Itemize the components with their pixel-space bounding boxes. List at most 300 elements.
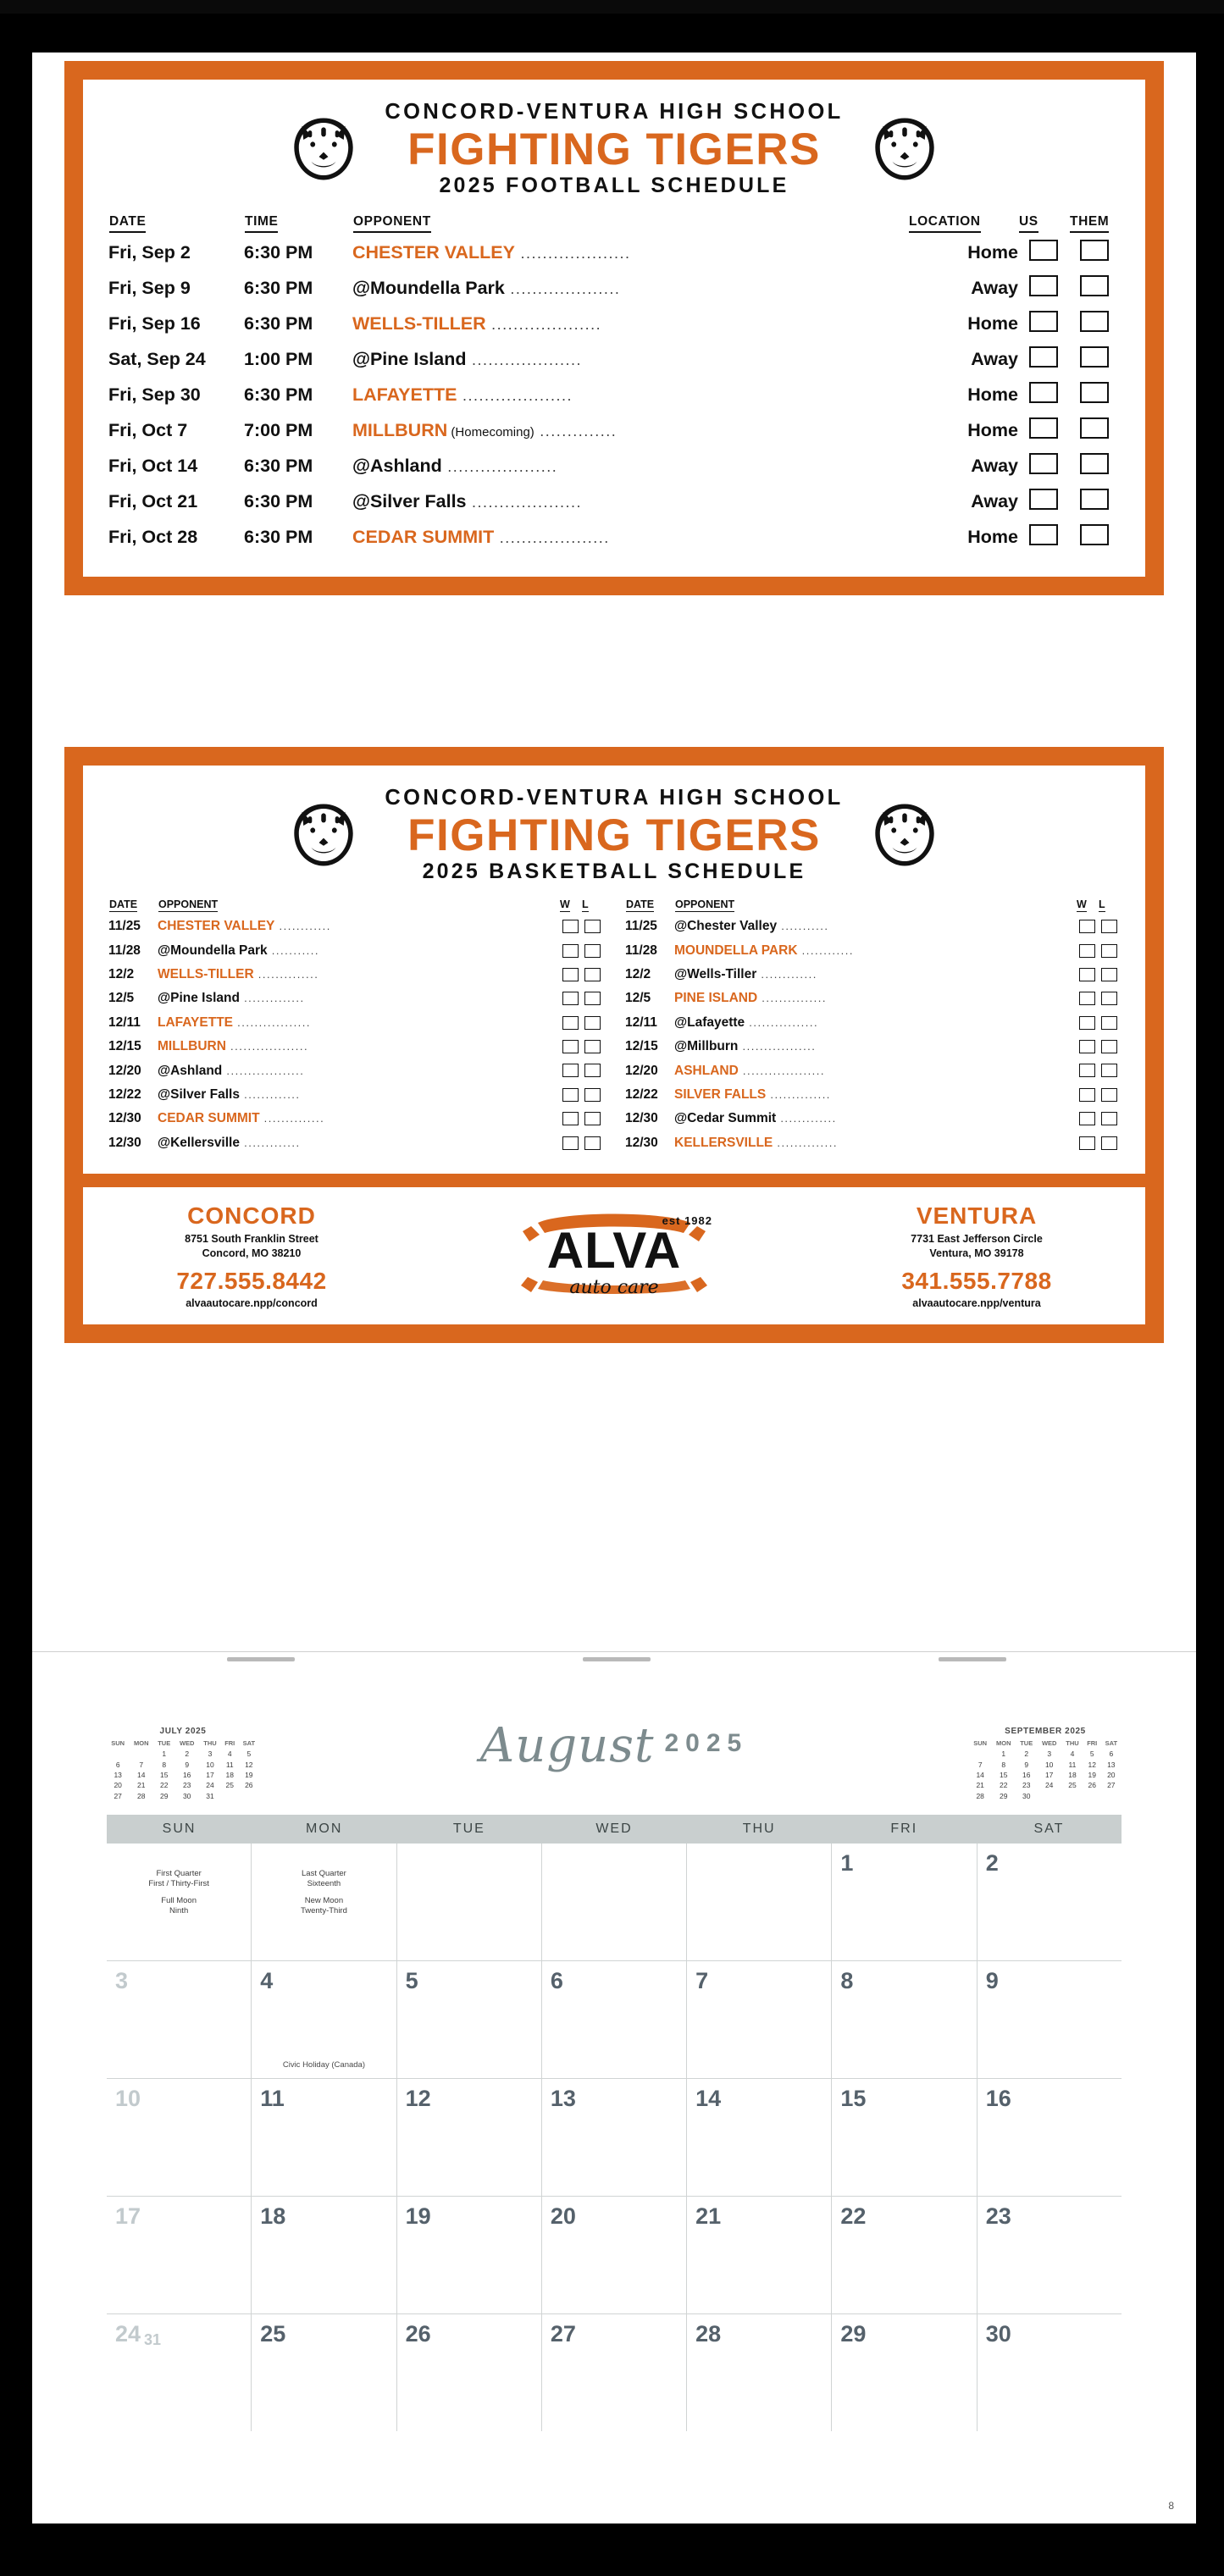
- tiger-logo-icon: [866, 113, 944, 185]
- advertiser-url[interactable]: alvaautocare.npp/ventura: [912, 1296, 1041, 1309]
- day-number: 30: [985, 2321, 1011, 2347]
- score-box[interactable]: [1029, 489, 1058, 510]
- loss-checkbox[interactable]: [1101, 1136, 1117, 1150]
- opponent-name: CHESTER VALLEY: [352, 241, 515, 263]
- loss-checkbox[interactable]: [584, 992, 601, 1005]
- mini-day: 6: [115, 1760, 120, 1769]
- mini-day: 13: [1107, 1760, 1116, 1769]
- cell-loss-box[interactable]: [581, 1130, 603, 1154]
- calendar-day-cell[interactable]: [832, 2314, 977, 2431]
- calendar-day-cell[interactable]: [542, 2079, 687, 2196]
- cell-us-score[interactable]: [1018, 412, 1069, 448]
- table-row: [625, 1083, 1120, 1107]
- calendar-day-cell[interactable]: [832, 2079, 977, 2196]
- mini-day: 3: [208, 1750, 213, 1759]
- day-number: 22: [840, 2203, 867, 2229]
- basketball-right-column: [625, 898, 1120, 1155]
- cell-date: 12/22: [625, 1086, 658, 1102]
- cell-loss-box[interactable]: [581, 1083, 603, 1107]
- score-box[interactable]: [1080, 275, 1109, 296]
- opponent-name: @Moundella Park: [352, 277, 505, 298]
- cell-opponent: [674, 915, 1076, 938]
- cell-opponent: [158, 1107, 559, 1130]
- cell-time: 6:30 PM: [244, 490, 313, 511]
- table-row: [108, 938, 603, 962]
- day-number: 16: [985, 2086, 1011, 2111]
- moon-phase-list: [107, 1869, 251, 1923]
- calendar-day-cell[interactable]: [978, 1961, 1122, 2078]
- dot-leader: .............: [756, 968, 817, 981]
- dot-leader: .................: [233, 1015, 312, 1029]
- mini-dow: WED: [179, 1739, 195, 1747]
- day-number: 9: [985, 1968, 999, 1993]
- mini-day: 27: [114, 1791, 122, 1800]
- mini-day: 16: [1022, 1770, 1031, 1779]
- win-checkbox[interactable]: [1079, 1016, 1095, 1030]
- table-header-row: [625, 898, 1120, 915]
- cell-location: Away: [971, 277, 1018, 298]
- win-checkbox[interactable]: [1079, 920, 1095, 933]
- cell-win-box[interactable]: [1076, 1083, 1098, 1107]
- advertiser-right: [837, 1202, 1116, 1309]
- window-top-bar: [0, 0, 1224, 14]
- cell-date: 12/30: [108, 1111, 141, 1126]
- table-row: [108, 1035, 603, 1059]
- mini-day: 10: [206, 1760, 214, 1769]
- win-checkbox[interactable]: [562, 1040, 579, 1053]
- mini-day: 13: [114, 1770, 122, 1779]
- score-box[interactable]: [1029, 417, 1058, 439]
- basketball-subtitle: 2025 BASKETBALL SCHEDULE: [422, 860, 806, 884]
- win-checkbox[interactable]: [1079, 992, 1095, 1005]
- cell-loss-box[interactable]: [1098, 1083, 1120, 1107]
- table-row: [108, 412, 1120, 448]
- moon-phase-day: Sixteenth: [307, 1878, 341, 1888]
- cell-loss-box[interactable]: [581, 1059, 603, 1082]
- advertiser-block: [83, 1187, 1145, 1324]
- cell-win-box[interactable]: [1076, 1035, 1098, 1059]
- score-box[interactable]: [1080, 382, 1109, 403]
- cell-date: Sat, Sep 24: [108, 348, 206, 369]
- table-row: [108, 1011, 603, 1035]
- loss-checkbox[interactable]: [584, 1088, 601, 1102]
- mini-day: 17: [206, 1770, 214, 1779]
- cell-opponent: [352, 484, 908, 519]
- calendar-day-cell[interactable]: [542, 2197, 687, 2313]
- dot-leader: ..................: [222, 1064, 305, 1077]
- win-checkbox[interactable]: [562, 1112, 579, 1125]
- mini-day: 30: [1022, 1791, 1031, 1800]
- mini-day: 9: [1024, 1760, 1029, 1769]
- dot-leader: ..............: [773, 1136, 838, 1149]
- cell-loss-box[interactable]: [581, 1107, 603, 1130]
- win-checkbox[interactable]: [1079, 1040, 1095, 1053]
- mini-day: 27: [1107, 1781, 1116, 1790]
- loss-checkbox[interactable]: [1101, 1112, 1117, 1125]
- dot-leader: ..................: [225, 1040, 309, 1053]
- opponent-name: @Moundella Park: [158, 943, 268, 958]
- cell-us-score[interactable]: [1018, 235, 1069, 270]
- cell-loss-box[interactable]: [1098, 1059, 1120, 1082]
- opponent-name: PINE ISLAND: [674, 991, 758, 1006]
- score-box[interactable]: [1080, 311, 1109, 332]
- basketball-left-rows: [108, 915, 603, 1155]
- win-checkbox[interactable]: [1079, 1088, 1095, 1102]
- calendar-day-cell[interactable]: [252, 1844, 396, 1960]
- loss-checkbox[interactable]: [1101, 1088, 1117, 1102]
- score-box[interactable]: [1080, 489, 1109, 510]
- football-orange-frame: [64, 61, 1164, 595]
- win-checkbox[interactable]: [1079, 1136, 1095, 1150]
- score-box[interactable]: [1080, 417, 1109, 439]
- team-name: FIGHTING TIGERS: [407, 124, 821, 174]
- loss-checkbox[interactable]: [1101, 1064, 1117, 1077]
- calendar-day-cell[interactable]: [107, 2314, 252, 2431]
- cell-opponent: [352, 235, 908, 270]
- cell-opponent: [158, 938, 559, 962]
- calendar-day-cell[interactable]: [542, 2314, 687, 2431]
- opponent-name: LAFAYETTE: [352, 384, 457, 405]
- cell-date: 12/5: [108, 991, 135, 1006]
- calendar-day-cell[interactable]: [978, 1844, 1122, 1960]
- cell-loss-box[interactable]: [1098, 963, 1120, 987]
- col-l: L: [1099, 898, 1105, 911]
- loss-checkbox[interactable]: [584, 944, 601, 958]
- mini-day: 1: [1001, 1750, 1006, 1759]
- dot-leader: .............: [776, 1112, 837, 1125]
- calendar-day-cell[interactable]: [687, 2314, 832, 2431]
- mini-day: 26: [245, 1781, 253, 1790]
- mini-day: 4: [1070, 1750, 1075, 1759]
- mini-dow: MON: [996, 1739, 1011, 1747]
- calendar-day-cell[interactable]: [687, 1844, 832, 1960]
- cell-them-score[interactable]: [1069, 270, 1120, 306]
- cell-win-box[interactable]: [1076, 1011, 1098, 1035]
- cell-opponent: [352, 341, 908, 377]
- loss-checkbox[interactable]: [1101, 992, 1117, 1005]
- opponent-name: ASHLAND: [674, 1063, 739, 1078]
- loss-checkbox[interactable]: [584, 1112, 601, 1125]
- mini-day: [1061, 1791, 1083, 1801]
- loss-checkbox[interactable]: [1101, 944, 1117, 958]
- cell-time: 6:30 PM: [244, 277, 313, 298]
- score-box[interactable]: [1080, 453, 1109, 474]
- loss-checkbox[interactable]: [584, 1136, 601, 1150]
- table-header-row: [108, 213, 1120, 235]
- loss-checkbox[interactable]: [1101, 968, 1117, 981]
- calendar-day-cell[interactable]: [397, 2079, 542, 2196]
- cell-win-box[interactable]: [559, 1130, 581, 1154]
- cell-win-box[interactable]: [559, 1011, 581, 1035]
- win-checkbox[interactable]: [562, 1088, 579, 1102]
- opponent-name: WELLS-TILLER: [352, 312, 486, 334]
- dot-leader: ....................: [441, 457, 558, 475]
- score-box[interactable]: [1029, 382, 1058, 403]
- table-row: [625, 1059, 1120, 1082]
- opponent-name: KELLERSVILLE: [674, 1135, 773, 1150]
- table-row: [108, 270, 1120, 306]
- cell-us-score[interactable]: [1018, 341, 1069, 377]
- cell-location: Home: [967, 241, 1018, 263]
- table-row: [108, 915, 603, 938]
- cell-win-box[interactable]: [1076, 963, 1098, 987]
- loss-checkbox[interactable]: [1101, 1016, 1117, 1030]
- football-rows: [108, 235, 1120, 555]
- cell-us-score[interactable]: [1018, 484, 1069, 519]
- moon-phase-day: First / Thirty-First: [148, 1878, 209, 1888]
- cell-win-box[interactable]: [1076, 1130, 1098, 1154]
- cell-loss-box[interactable]: [581, 987, 603, 1010]
- calendar-day-cell[interactable]: [542, 1961, 687, 2078]
- loss-checkbox[interactable]: [584, 968, 601, 981]
- cell-win-box[interactable]: [559, 1107, 581, 1130]
- mini-day: 12: [1088, 1760, 1096, 1769]
- score-box[interactable]: [1080, 524, 1109, 545]
- mini-day: 31: [206, 1791, 214, 1800]
- opponent-name: MILLBURN: [352, 419, 448, 440]
- calendar-day-cell[interactable]: [687, 1961, 832, 2078]
- score-box[interactable]: [1029, 240, 1058, 261]
- cell-location: Home: [967, 419, 1018, 440]
- win-checkbox[interactable]: [1079, 1064, 1095, 1077]
- cell-date: Fri, Sep 9: [108, 277, 191, 298]
- score-box[interactable]: [1029, 275, 1058, 296]
- opponent-name: @Chester Valley: [674, 919, 778, 934]
- opponent-name: @Cedar Summit: [674, 1111, 777, 1126]
- cell-us-score[interactable]: [1018, 306, 1069, 341]
- calendar-day-cell[interactable]: [687, 2079, 832, 2196]
- table-row: [108, 987, 603, 1010]
- cell-win-box[interactable]: [559, 1035, 581, 1059]
- cell-win-box[interactable]: [1076, 987, 1098, 1010]
- calendar-day-cell[interactable]: [252, 1961, 396, 2078]
- advertiser-phone[interactable]: 727.555.8442: [176, 1267, 327, 1294]
- opponent-name: CEDAR SUMMIT: [352, 526, 495, 547]
- mini-day: [239, 1791, 259, 1801]
- cell-them-score[interactable]: [1069, 412, 1120, 448]
- dot-leader: ....................: [514, 244, 631, 262]
- win-checkbox[interactable]: [562, 1016, 579, 1030]
- win-checkbox[interactable]: [1079, 968, 1095, 981]
- mini-week-row: [969, 1749, 1122, 1759]
- cell-win-box[interactable]: [559, 963, 581, 987]
- loss-checkbox[interactable]: [584, 920, 601, 933]
- cell-win-box[interactable]: [559, 1083, 581, 1107]
- cell-opponent: [158, 963, 559, 987]
- cell-loss-box[interactable]: [581, 938, 603, 962]
- dot-leader: .............: [239, 1087, 301, 1101]
- cell-win-box[interactable]: [559, 1059, 581, 1082]
- calendar-day-cell[interactable]: [687, 2197, 832, 2313]
- loss-checkbox[interactable]: [584, 1016, 601, 1030]
- day-number: 11: [260, 2086, 285, 2111]
- basketball-titles: [385, 786, 843, 884]
- win-checkbox[interactable]: [1079, 944, 1095, 958]
- cell-loss-box[interactable]: [581, 1011, 603, 1035]
- cell-loss-box[interactable]: [1098, 938, 1120, 962]
- calendar-day-cell[interactable]: [832, 1961, 977, 2078]
- mini-day: 24: [206, 1781, 214, 1790]
- cell-location: Home: [967, 312, 1018, 334]
- col-opponent: OPPONENT: [158, 898, 219, 911]
- score-box[interactable]: [1080, 346, 1109, 368]
- cell-opponent: [352, 519, 908, 555]
- cell-loss-box[interactable]: [581, 963, 603, 987]
- mini-day: 25: [1068, 1781, 1077, 1790]
- advertiser-phone[interactable]: 341.555.7788: [901, 1267, 1052, 1294]
- table-row: [108, 235, 1120, 270]
- cell-them-score[interactable]: [1069, 448, 1120, 484]
- cell-us-score[interactable]: [1018, 377, 1069, 412]
- win-checkbox[interactable]: [562, 1136, 579, 1150]
- cell-them-score[interactable]: [1069, 306, 1120, 341]
- table-row: [108, 963, 603, 987]
- calendar-week-row: [107, 2197, 1122, 2314]
- calendar-day-cell[interactable]: [107, 2197, 252, 2313]
- cell-loss-box[interactable]: [1098, 1130, 1120, 1154]
- cell-them-score[interactable]: [1069, 519, 1120, 555]
- cell-win-box[interactable]: [1076, 938, 1098, 962]
- win-checkbox[interactable]: [562, 968, 579, 981]
- cell-date: 12/30: [625, 1111, 658, 1126]
- mini-day: 9: [185, 1760, 190, 1769]
- calendar-day-cell[interactable]: [397, 1961, 542, 2078]
- day-number: 15: [840, 2086, 867, 2111]
- table-row: [625, 1035, 1120, 1059]
- cell-them-score[interactable]: [1069, 484, 1120, 519]
- calendar-day-cell[interactable]: [542, 1844, 687, 1960]
- cell-date: Fri, Oct 7: [108, 419, 188, 440]
- opponent-name: SILVER FALLS: [674, 1086, 767, 1102]
- football-header: [108, 86, 1120, 198]
- day-number-secondary: 31: [144, 2331, 162, 2348]
- dot-leader: ............: [797, 943, 854, 957]
- cell-win-box[interactable]: [559, 987, 581, 1010]
- cell-opponent: [158, 1035, 559, 1059]
- cell-us-score[interactable]: [1018, 519, 1069, 555]
- col-w: W: [1077, 898, 1087, 911]
- cell-win-box[interactable]: [1076, 915, 1098, 938]
- loss-checkbox[interactable]: [1101, 920, 1117, 933]
- opponent-name: @Wells-Tiller: [674, 967, 757, 982]
- calendar-day-cell[interactable]: [252, 2197, 396, 2313]
- mini-dow: FRI: [224, 1739, 235, 1747]
- score-box[interactable]: [1029, 453, 1058, 474]
- calendar-day-cell[interactable]: [252, 2079, 396, 2196]
- cell-them-score[interactable]: [1069, 235, 1120, 270]
- calendar-day-cell[interactable]: [832, 2197, 977, 2313]
- moon-phase-name: First Quarter: [156, 1869, 202, 1878]
- win-checkbox[interactable]: [562, 920, 579, 933]
- advertiser-url[interactable]: alvaautocare.npp/concord: [186, 1296, 318, 1309]
- col-time: TIME: [244, 213, 352, 235]
- cell-date: 11/28: [625, 943, 657, 958]
- calendar-day-cell[interactable]: [252, 2314, 396, 2431]
- cell-win-box[interactable]: [1076, 1059, 1098, 1082]
- school-name: CONCORD-VENTURA HIGH SCHOOL: [385, 100, 844, 124]
- cell-loss-box[interactable]: [1098, 1035, 1120, 1059]
- cell-win-box[interactable]: [559, 938, 581, 962]
- mini-day: 21: [976, 1781, 984, 1790]
- table-row: [108, 1059, 603, 1082]
- mini-day: 1: [162, 1750, 167, 1759]
- calendar-week-row: [107, 2079, 1122, 2197]
- loss-checkbox[interactable]: [1101, 1040, 1117, 1053]
- cell-us-score[interactable]: [1018, 270, 1069, 306]
- opponent-name: @Pine Island: [158, 991, 240, 1006]
- calendar-day-cell[interactable]: [397, 1844, 542, 1960]
- win-checkbox[interactable]: [562, 1064, 579, 1077]
- page-number: 8: [1168, 2500, 1174, 2512]
- calendar-day-cell[interactable]: [107, 1961, 252, 2078]
- score-box[interactable]: [1029, 524, 1058, 545]
- cell-them-score[interactable]: [1069, 377, 1120, 412]
- calendar-day-cell[interactable]: [107, 1844, 252, 1960]
- mini-calendar-next: [969, 1727, 1122, 1801]
- basketball-inner: [83, 766, 1145, 1174]
- cell-opponent: [674, 1107, 1076, 1130]
- dot-leader: ..............: [239, 992, 305, 1005]
- table-row: [108, 377, 1120, 412]
- win-checkbox[interactable]: [562, 992, 579, 1005]
- score-box[interactable]: [1029, 311, 1058, 332]
- cell-loss-box[interactable]: [1098, 915, 1120, 938]
- calendar-day-cell[interactable]: [397, 2197, 542, 2313]
- mini-calendar-title: JULY 2025: [159, 1727, 207, 1736]
- cell-loss-box[interactable]: [1098, 1011, 1120, 1035]
- cell-loss-box[interactable]: [1098, 1107, 1120, 1130]
- day-number: 20: [550, 2203, 576, 2229]
- calendar-day-cell[interactable]: [397, 2314, 542, 2431]
- dow-label: WED: [595, 1821, 633, 1836]
- day-number: 24: [115, 2321, 141, 2347]
- day-number: 19: [405, 2203, 431, 2229]
- cell-win-box[interactable]: [1076, 1107, 1098, 1130]
- table-row: [108, 484, 1120, 519]
- calendar-day-cell[interactable]: [107, 2079, 252, 2196]
- day-number: 1: [840, 1850, 854, 1876]
- win-checkbox[interactable]: [1079, 1112, 1095, 1125]
- cell-loss-box[interactable]: [581, 915, 603, 938]
- football-titles: [385, 100, 843, 198]
- mini-day: [221, 1791, 239, 1801]
- cell-win-box[interactable]: [559, 915, 581, 938]
- moon-phase-day: Ninth: [169, 1905, 189, 1915]
- cell-date: 12/15: [108, 1039, 141, 1054]
- dot-leader: .................: [738, 1040, 817, 1053]
- cell-us-score[interactable]: [1018, 448, 1069, 484]
- cell-opponent: [352, 377, 908, 412]
- day-number: 13: [550, 2086, 576, 2111]
- calendar-day-cell[interactable]: [978, 2079, 1122, 2196]
- score-box[interactable]: [1029, 346, 1058, 368]
- win-checkbox[interactable]: [562, 944, 579, 958]
- cell-loss-box[interactable]: [581, 1035, 603, 1059]
- calendar-day-cell[interactable]: [832, 1844, 977, 1960]
- mini-day: 11: [225, 1760, 234, 1769]
- cell-loss-box[interactable]: [1098, 987, 1120, 1010]
- calendar-weeks: [107, 1844, 1122, 2431]
- loss-checkbox[interactable]: [584, 1040, 601, 1053]
- calendar-day-cell[interactable]: [978, 2197, 1122, 2313]
- col-date: DATE: [109, 898, 138, 911]
- table-row: [108, 341, 1120, 377]
- cell-them-score[interactable]: [1069, 341, 1120, 377]
- score-box[interactable]: [1080, 240, 1109, 261]
- mini-dow: SUN: [973, 1739, 988, 1747]
- loss-checkbox[interactable]: [584, 1064, 601, 1077]
- calendar-day-cell[interactable]: [978, 2314, 1122, 2431]
